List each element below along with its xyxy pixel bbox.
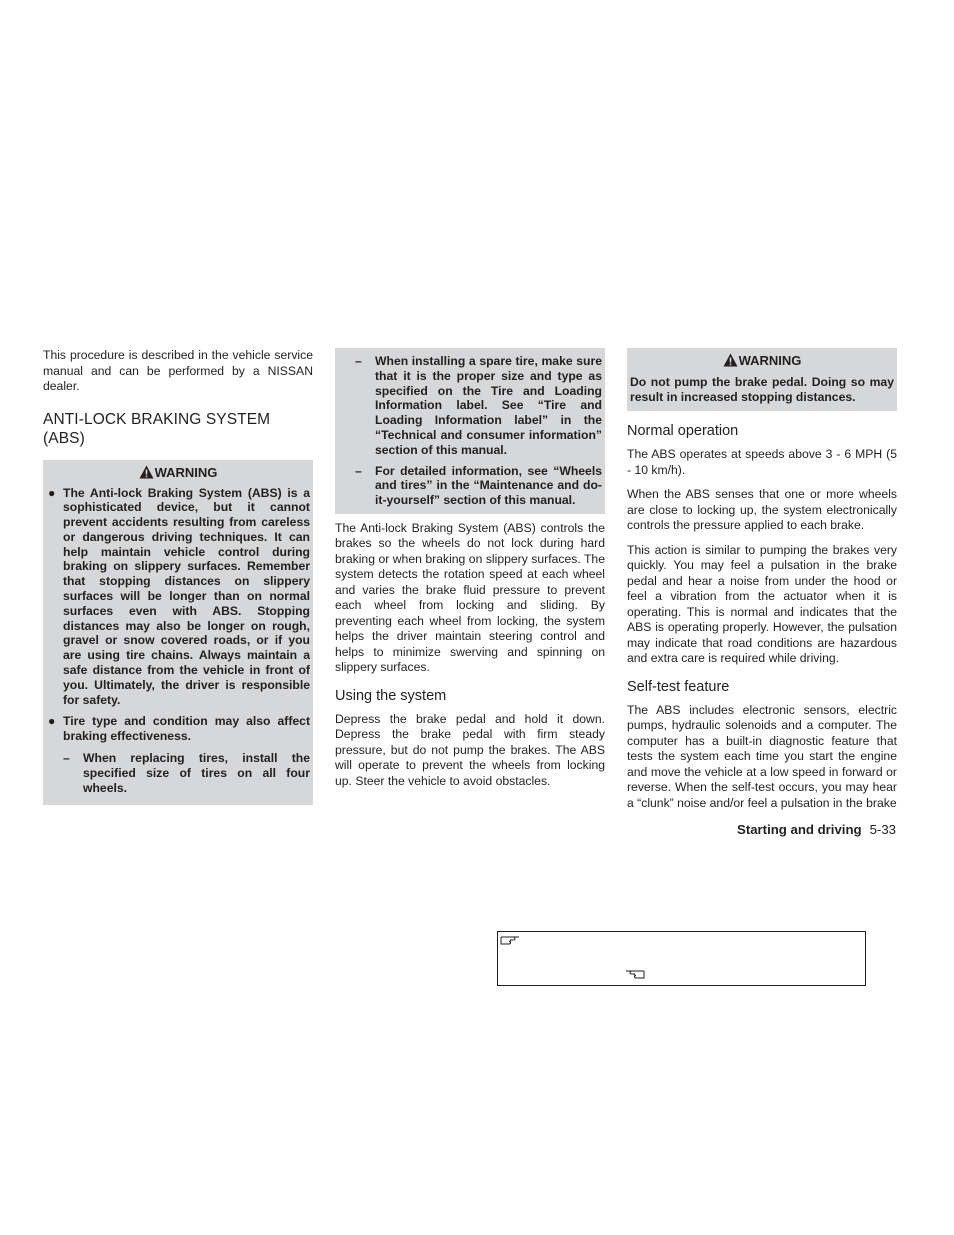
normal-paragraph: The ABS operates at speeds above 3 - 6 MPH (5 - 10 km/h).: [627, 447, 897, 477]
warning-header: [630, 350, 894, 374]
column-left: [43, 348, 313, 805]
subsection-title-selftest: Self-test feature: [627, 678, 730, 695]
warning-dash-item: [352, 354, 602, 458]
selftest-paragraph: The ABS includes electronic sensors, electric pumps, hydraulic solenoids and a computer. The computer has a built-in diagnostic feature that tests the system each time you start the engine and move the vehicle at a low speed in forward or reverse. When the self-test occurs, you may hear a “clunk” noise and/or feel a pulsation in the brake: [627, 702, 897, 810]
warning-label: WARNING: [154, 464, 218, 480]
bullet-text: Tire type and condition may also affect braking effectiveness.: [63, 714, 310, 744]
warning-triangle-icon: [723, 353, 738, 372]
warning-box-pump: [627, 348, 897, 411]
normal-paragraph: When the ABS senses that one or more wheels are close to locking up, the system electronically controls the pressure applied to each brake.: [627, 487, 897, 532]
subsection-title-normal: Normal operation: [627, 423, 739, 439]
footer-section-name: Starting and driving: [737, 822, 862, 837]
abs-description-paragraph: The Anti-lock Braking System (ABS) controls the brakes so the wheels do not lock during hard braking or when braking on slippery surfaces. The system detects the rotation speed at each wheel and varies the brake fluid pressure to prevent each wheel from locking and sliding. By preventing each wheel from locking, the system helps the driver maintain steering control and helps to minimize swerving and spinning on slippery surfaces.: [335, 520, 605, 675]
column-middle: [335, 348, 605, 789]
warning-box-continued: [335, 348, 605, 514]
dash-mark: –: [355, 354, 362, 368]
dash-text: When replacing tires, install the specified size of tires on all four wheels.: [83, 751, 310, 795]
intro-paragraph: This procedure is described in the vehicle service manual and can be performed by a NISSAN dealer.: [43, 348, 313, 393]
reference-box: [497, 931, 866, 986]
subsection-title-using: Using the system: [335, 687, 447, 704]
warning-triangle-icon: [139, 465, 154, 484]
dash-mark: –: [355, 463, 362, 478]
page-number: 5-33: [869, 822, 896, 837]
bullet-text: The Anti-lock Braking System (ABS) is a sophisticated device, but it cannot prevent accidents resulting from careless or dangerous driving techniques. It can help maintain vehicle control during braking on slippery surfaces. Remember that stopping distances on slippery surfaces will be longer than on normal surfaces even with ABS. Stopping distances may also be longer on rough, gravel or snow covered roads, or if you are using tire chains. Always maintain a safe distance from the vehicle in front of you. Ultimately, the driver is responsible for safety.: [63, 485, 310, 707]
warning-label: WARNING: [738, 353, 802, 368]
bullet-mark: ●: [48, 714, 56, 729]
normal-paragraph: This action is similar to pumping the brakes very quickly. You may feel a pulsation in the brake pedal and hear a noise from under the hood or feel a vibration from the actuator when it is operating. This is normal and indicates that the ABS is operating properly. However, the pulsation may indicate that road conditions are hazardous and extra care is required while driving.: [627, 542, 897, 665]
pointing-hand-left-icon: [625, 967, 645, 982]
dash-text: For detailed information, see “Wheels and tires” in the “Maintenance and do-it-yourself” section of this manual.: [375, 463, 602, 508]
warning-dash-item: [352, 464, 602, 508]
using-paragraph: Depress the brake pedal and hold it down. Depress the brake pedal with firm steady pressure, but do not pump the brakes. The ABS will operate to prevent the wheels from locking up. Steer the vehicle to avoid obstacles.: [335, 711, 605, 788]
dash-text: When installing a spare tire, make sure that it is the proper size and type as specified on the Tire and Loading Information label. See “Tire and Loading Information label” in the “Technical and consumer information” section of this manual.: [375, 354, 602, 457]
warning-text: Do not pump the brake pedal. Doing so may result in increased stopping distances.: [630, 375, 894, 404]
page-footer: [737, 822, 896, 837]
warning-box-abs: [43, 460, 313, 806]
warning-bullet: [46, 486, 310, 708]
warning-bullet: [46, 714, 310, 744]
dash-mark: –: [63, 751, 70, 766]
pointing-hand-right-icon: [500, 933, 520, 948]
warning-dash-item: [60, 751, 310, 795]
column-right: [627, 348, 897, 811]
bullet-mark: ●: [48, 485, 56, 500]
warning-header: [46, 462, 310, 486]
section-title: ANTI-LOCK BRAKING SYSTEM (ABS): [43, 410, 271, 447]
